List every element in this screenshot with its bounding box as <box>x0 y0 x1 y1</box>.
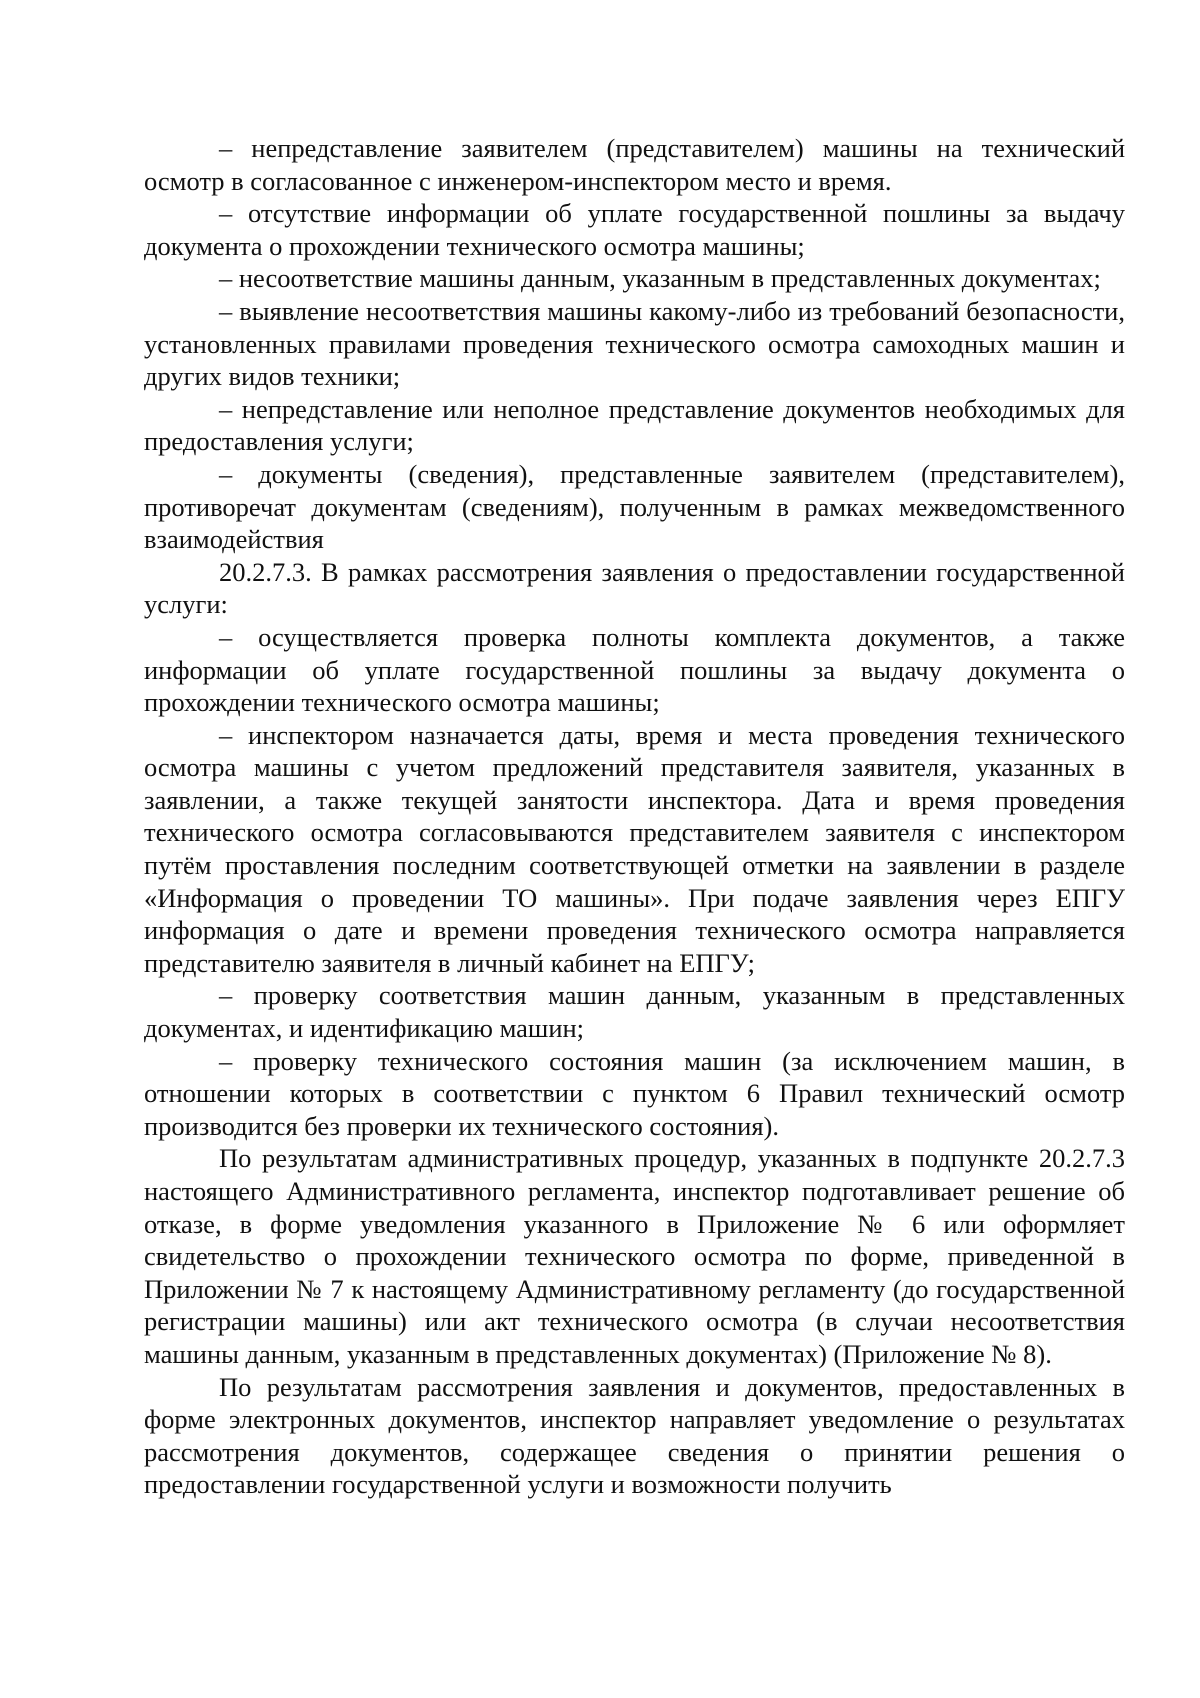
paragraph-item-9: – проверку соответствия машин данным, указанным в представленных документах, и идентификацию машин; <box>144 980 1125 1044</box>
paragraph-item-6: – документы (сведения), представленные заявителем (представителем), противоречат документам (сведениям), полученным в рамках межведомственного взаимодействия <box>144 458 1125 555</box>
paragraph-item-1: – непредставление заявителем (представителем) машины на технический осмотр в согласованное с инженером-инспектором место и время. <box>144 133 1125 196</box>
paragraph-item-5: – непредставление или неполное представление документов необходимых для предоставления услуги; <box>144 393 1125 457</box>
paragraph-item-4: – выявление несоответствия машины какому-либо из требований безопасности, установленных правилами проведения технического осмотра самоходных машин и других видов техники; <box>144 295 1125 392</box>
paragraph-item-2: – отсутствие информации об уплате государственной пошлины за выдачу документа о прохождении технического осмотра машины; <box>144 198 1125 261</box>
paragraph-section-20-2-7-3: 20.2.7.3. В рамках рассмотрения заявления о предоставлении государственной услуги: <box>144 556 1125 620</box>
document-body <box>144 132 1125 1501</box>
paragraph-item-3: – несоответствие машины данным, указанным в представленных документах; <box>219 263 1101 294</box>
paragraph-item-8: – инспектором назначается даты, время и места проведения технического осмотра машины с учетом предложений представителя заявителя, указанных в заявлении, а также текущей занятости инспектора. Дата и время проведения технического осмотра согласовываются представителем заявителя с инспектором путём проставления последним соответствующей отметки на заявлении в разделе «Информация о проведении ТО машины». При подаче заявления через ЕПГУ информация о дате и времени проведения технического осмотра направляется представителю заявителя в личный кабинет на ЕПГУ; <box>144 719 1125 978</box>
paragraph-item-7: – осуществляется проверка полноты комплекта документов, а также информации об уплате государственной пошлины за выдачу документа о прохождении технического осмотра машины; <box>144 621 1125 718</box>
paragraph-results-review: По результатам рассмотрения заявления и документов, предоставленных в форме электронных документов, инспектор направляет уведомление о результатах рассмотрения документов, содержащее сведения о принятии решения о предоставлении государственной услуги и возможности получить <box>144 1371 1125 1500</box>
paragraph-results-procedures: По результатам административных процедур, указанных в подпункте 20.2.7.3 настоящего Административного регламента, инспектор подготавливает решение об отказе, в форме уведомления указанного в Приложение № 6 или оформляет свидетельство о прохождении технического осмотра по форме, приведенной в Приложении № 7 к настоящему Административному регламенту (до государственной регистрации машины) или акт технического осмотра (в случаи несоответствия машины данным, указанным в представленных документах) (Приложение № 8). <box>144 1143 1125 1369</box>
paragraph-item-10: – проверку технического состояния машин (за исключением машин, в отношении которых в соответствии с пунктом 6 Правил технический осмотр производится без проверки их технического состояния). <box>144 1045 1125 1141</box>
